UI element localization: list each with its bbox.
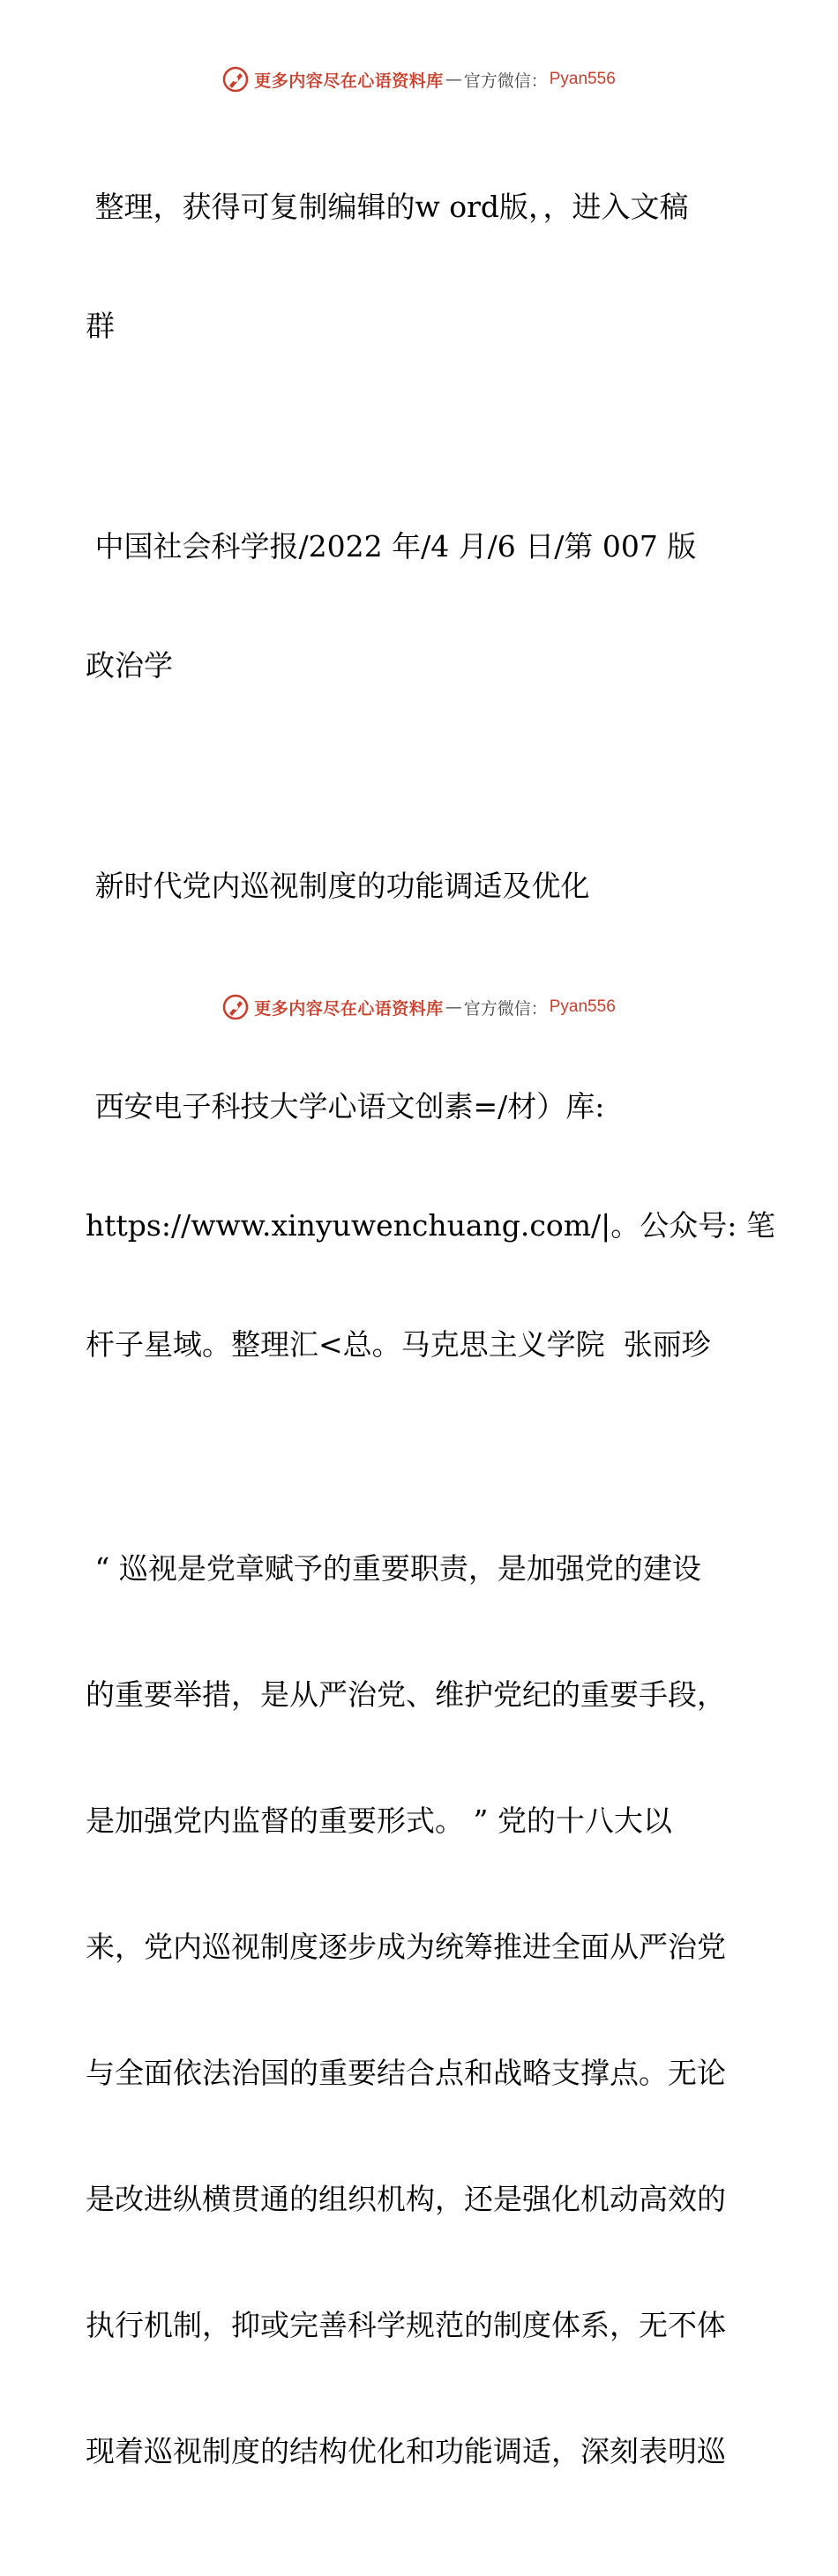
text-line: 政治学: [86, 648, 173, 683]
footer-banner: [0, 989, 838, 1025]
article-title: [86, 787, 756, 985]
text-line: 新时代党内巡视制度的功能调适及优化: [86, 869, 590, 903]
text-line: 杆子星域。整理汇<总。马克思主义学院 张丽珍: [86, 1327, 711, 1362]
header-wechat-label: 官方微信：: [463, 71, 548, 91]
body-paragraph: [86, 1466, 756, 2554]
footer-wechat-id: Pyan556: [549, 997, 616, 1016]
source-paragraph: [86, 447, 756, 765]
text-line: https://www.xinyuwenchuang.com/|。公众号: 笔: [86, 1208, 775, 1243]
footer-wechat-label: 官方微信：: [463, 998, 548, 1019]
text-line: 的重要举措，是从严治党、维护党纪的重要手段，: [86, 1677, 726, 1712]
text-line: 群: [86, 309, 115, 343]
text-line: “ 巡视是党章赋予的重要职责，是加强党的建设: [86, 1551, 701, 1586]
header-slogan: 更多内容尽在心语资料库: [254, 71, 444, 91]
text-line: 整理，获得可复制编辑的w ord版，，进入文稿: [86, 190, 689, 224]
text-line: 与全面依法治国的重要结合点和战略支撑点。无论: [86, 2056, 726, 2090]
text-line: 中国社会科学报/2022 年/4 月/6 日/第 007 版: [86, 529, 697, 564]
text-line: 西安电子科技大学心语文创素=/材）库:: [86, 1089, 605, 1124]
header-wechat-id: Pyan556: [549, 70, 616, 88]
text-line: 执行机制，抑或完善科学规范的制度体系，无不体: [86, 2308, 726, 2342]
pen-logo-icon: [222, 994, 249, 1020]
text-line: 是加强党内监督的重要形式。 ” 党的十八大以: [86, 1803, 672, 1838]
pen-logo-icon: [222, 66, 249, 93]
document-content: [86, 108, 775, 2576]
text-line: 是改进纵横贯通的组织机构，还是强化机动高效的: [86, 2182, 726, 2216]
intro-paragraph: [86, 108, 756, 425]
text-line: 来，党内巡视制度逐步成为统筹推进全面从严治党: [86, 1930, 726, 1964]
footer-dash: —: [445, 997, 462, 1017]
header-banner: [0, 62, 838, 97]
text-line: 现着巡视制度的结构优化和功能调适，深刻表明巡: [86, 2434, 726, 2468]
footer-slogan: 更多内容尽在心语资料库: [254, 998, 444, 1019]
author-paragraph: [86, 1007, 775, 1444]
header-dash: —: [445, 70, 462, 89]
